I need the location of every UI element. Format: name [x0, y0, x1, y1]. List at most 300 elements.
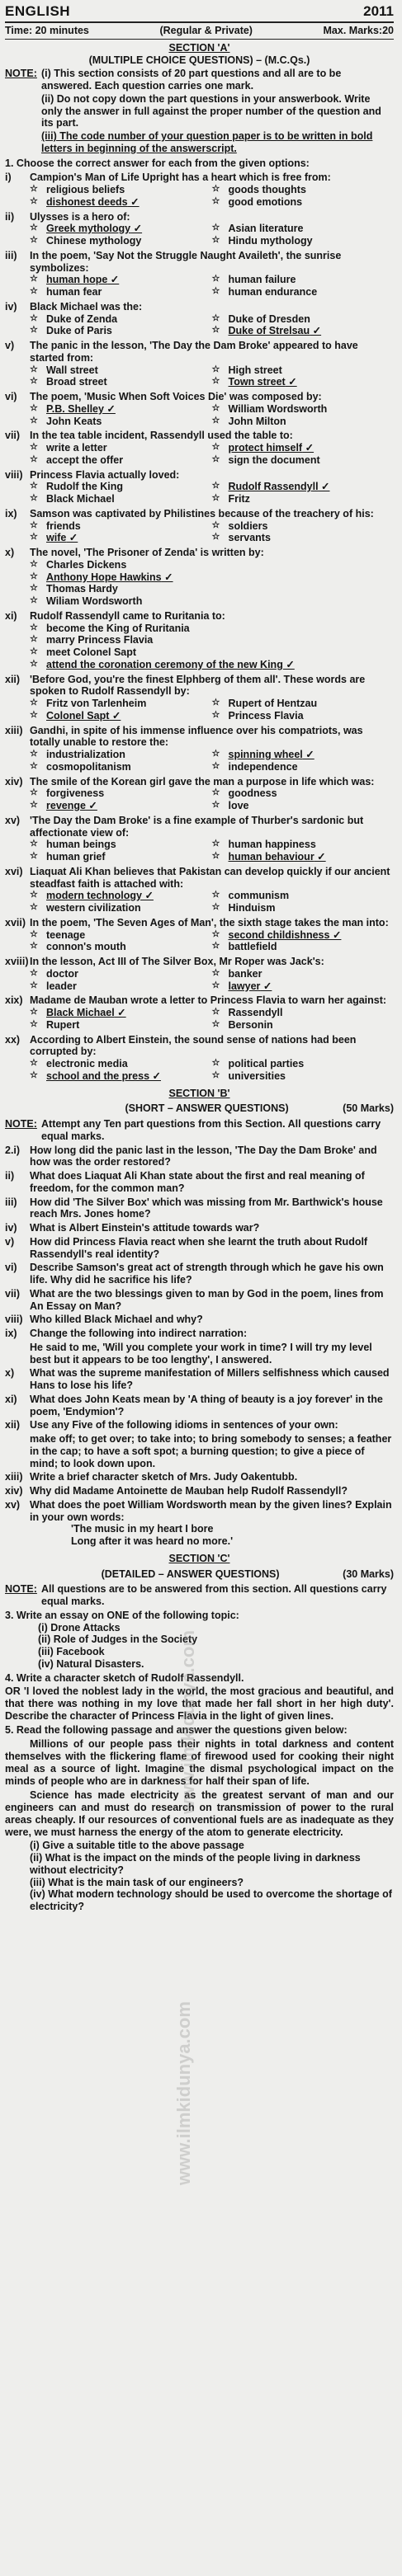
mcq-question: [5, 956, 394, 968]
mcq-option: [212, 376, 395, 388]
star-bullet-icon: ☆: [211, 519, 220, 530]
option-text: human happiness: [228, 839, 316, 851]
question-text: In the lesson, Act III of The Silver Box, Mr Roper was Jack's:: [30, 956, 324, 968]
star-bullet-icon: ☆: [211, 749, 220, 759]
star-bullet-icon: ☆: [30, 402, 38, 413]
mcq-options: [30, 520, 394, 545]
question-number: iv): [5, 300, 17, 313]
option-text: religious beliefs: [46, 184, 125, 196]
mcq-question: [5, 547, 394, 559]
mcq-option: [212, 839, 395, 851]
option-text: human behaviour ✓: [229, 851, 326, 863]
question-number: xii): [5, 1419, 21, 1431]
mcq-option: [30, 364, 212, 377]
mcq-option: [212, 184, 395, 196]
mcq-option: [30, 1070, 212, 1083]
mcq-question: [5, 430, 394, 442]
question-number: vii): [5, 430, 21, 442]
star-bullet-icon: ☆: [30, 967, 38, 978]
question-number: ii): [5, 1170, 15, 1182]
question-text: Who killed Black Michael and why?: [30, 1314, 203, 1326]
option-text: western civilization: [46, 902, 141, 914]
max-marks: Max. Marks:20: [323, 25, 394, 37]
option-text: Rudolf the King: [46, 481, 124, 493]
star-bullet-icon: ☆: [30, 184, 38, 195]
mcq-option: [30, 196, 212, 209]
option-text: human hope ✓: [46, 274, 119, 286]
star-bullet-icon: ☆: [30, 902, 38, 913]
question-number: v): [5, 1235, 15, 1248]
mcq-option: [30, 493, 212, 505]
star-bullet-icon: ☆: [30, 698, 38, 708]
mcq-option: [30, 761, 212, 773]
mcq-option: [30, 532, 212, 544]
question-text: Ulysses is a hero of:: [30, 210, 130, 223]
question-text: Samson was captivated by Philistines because of the treachery of his:: [30, 507, 374, 519]
option-text: Greek mythology ✓: [46, 223, 142, 235]
question-text: The novel, 'The Prisoner of Zenda' is written by:: [30, 547, 264, 559]
note-line: (ii) Do not copy down the part questions in your answerbook. Write only the answer in full against the proper number of the question and its part.: [41, 92, 381, 129]
mcq-question: [5, 815, 394, 839]
time-allowed: Time: 20 minutes: [5, 25, 89, 37]
mcq-option: [212, 1070, 395, 1083]
mcq-option: [30, 235, 212, 247]
mcq-option: [212, 890, 395, 902]
question-number: xv): [5, 814, 21, 826]
question-number: ix): [5, 1328, 17, 1340]
option-text: protect himself ✓: [229, 442, 315, 454]
star-bullet-icon: ☆: [211, 851, 220, 862]
mcq-option: [30, 403, 212, 416]
star-bullet-icon: ☆: [211, 967, 220, 978]
option-text: marry Princess Flavia: [46, 634, 154, 646]
short-question: [5, 1342, 394, 1366]
mcq-option: [212, 274, 395, 286]
star-bullet-icon: ☆: [30, 1018, 38, 1029]
question-text: What are the two blessings given to man by God in the poem, lines from An Essay on Man?: [30, 1287, 384, 1312]
option-text: independence: [228, 760, 298, 773]
mcq-option: [30, 710, 212, 722]
mcq-option: [212, 286, 395, 298]
option-text: Thomas Hardy: [46, 583, 118, 595]
question-number: xiv): [5, 775, 23, 787]
section-c-subtitle: (DETAILED – ANSWER QUESTIONS): [101, 1568, 280, 1580]
section-a-subtitle: (MULTIPLE CHOICE QUESTIONS) – (M.C.Qs.): [88, 54, 310, 66]
mcq-option: [212, 223, 395, 235]
essay-topic: (ii) Role of Judges in the Society: [38, 1634, 198, 1646]
option-text: Fritz von Tarlenheim: [46, 698, 147, 710]
mcq-option: [212, 851, 395, 863]
option-text: Colonel Sapt ✓: [46, 710, 121, 722]
question-number: [5, 1342, 30, 1366]
option-text: Fritz: [228, 493, 250, 505]
passage-question: (ii) What is the impact on the minds of the people living in darkness without electricity?: [30, 1852, 361, 1876]
option-text: Town street ✓: [229, 376, 297, 388]
mcq-question: [5, 391, 394, 403]
option-text: human endurance: [228, 286, 318, 298]
option-text: lawyer ✓: [229, 980, 272, 993]
option-text: soldiers: [228, 519, 268, 532]
star-bullet-icon: ☆: [211, 760, 220, 771]
option-text: servants: [228, 532, 271, 544]
star-bullet-icon: ☆: [211, 941, 220, 952]
question-number: x): [5, 1367, 15, 1380]
note-line: (i) This section consists of 20 part questions and all are to be answered. Each question carries one mark.: [41, 68, 342, 92]
mcq-options: [30, 313, 394, 338]
mcq-options: [30, 623, 394, 671]
mcq-option: [30, 968, 212, 980]
star-bullet-icon: ☆: [211, 800, 220, 811]
section-c-heading: [5, 1553, 394, 1565]
option-text: political parties: [228, 1058, 305, 1070]
passage-paragraph: Science has made electricity as the greatest servant of man and our engineers can and must do research on transmission of power to the rural areas cheaply. If our resources of conventional fuels are as inadequate as they were, we must harness the energy of the atom to generate electricity.: [5, 1789, 394, 1838]
mcq-option: [212, 493, 395, 505]
question-number: xiv): [5, 1485, 23, 1497]
exam-year: 2011: [363, 3, 394, 19]
mcq-options: [30, 364, 394, 389]
option-text: High street: [228, 364, 282, 376]
star-bullet-icon: ☆: [30, 376, 38, 387]
option-text: Duke of Strelsau ✓: [229, 325, 322, 337]
mcq-option: [30, 659, 394, 671]
question-number: xi): [5, 1393, 17, 1405]
mcq-option: [30, 416, 212, 428]
essay-topics: [38, 1622, 394, 1671]
star-bullet-icon: ☆: [211, 184, 220, 195]
star-bullet-icon: ☆: [211, 313, 220, 323]
option-text: universities: [228, 1069, 286, 1082]
question-text: What was the supreme manifestation of Millers selfishness which caused Hans to lose his life?: [30, 1367, 390, 1392]
mcq-option: [212, 532, 395, 544]
question-text: The panic in the lesson, 'The Day the Dam Broke' appeared to have started from:: [30, 340, 358, 364]
star-bullet-icon: ☆: [211, 493, 220, 504]
star-bullet-icon: ☆: [211, 902, 220, 913]
mcq-options: [30, 929, 394, 954]
star-bullet-icon: ☆: [30, 195, 38, 206]
mcq-option: [30, 800, 212, 812]
section-a-title: SECTION 'A': [168, 41, 230, 54]
option-text: friends: [46, 519, 81, 532]
mcq-options: [30, 481, 394, 505]
question-text: In the tea table incident, Rassendyll used the table to:: [30, 430, 293, 442]
option-text: connon's mouth: [46, 941, 126, 953]
star-bullet-icon: ☆: [211, 709, 220, 720]
mcq-options: [30, 559, 394, 608]
question-5: 5. Read the following passage and answer the questions given below:: [5, 1723, 348, 1736]
mcq-option: [212, 416, 395, 428]
watermark: www.ilmkidunya.com: [177, 1630, 198, 1814]
short-question: [5, 1499, 394, 1524]
option-text: modern technology ✓: [46, 890, 154, 902]
option-text: human failure: [228, 274, 296, 286]
option-text: John Keats: [46, 415, 102, 427]
section-a-note: [5, 68, 394, 155]
section-b-heading: [5, 1088, 394, 1100]
mcq-options: [30, 1007, 394, 1032]
option-text: Wiliam Wordsworth: [46, 595, 143, 608]
option-text: love: [228, 800, 249, 812]
option-text: Bersonin: [228, 1018, 273, 1031]
mcq-options: [30, 698, 394, 722]
mcq-question: [5, 301, 394, 313]
star-bullet-icon: ☆: [211, 1058, 220, 1069]
mcq-question: [5, 172, 394, 184]
mcq-option: [30, 980, 212, 993]
question-text: Campion's Man of Life Upright has a heart which is free from:: [30, 172, 331, 184]
essay-topic: (iii) Facebook: [38, 1646, 105, 1658]
question-text: According to Albert Einstein, the sound sense of nations had been corrupted by:: [30, 1033, 357, 1058]
candidate-type: (Regular & Private): [159, 25, 253, 37]
star-bullet-icon: ☆: [30, 1058, 38, 1069]
question-text: What does Liaquat Ali Khan state about the first and real meaning of freedom, for the common man?: [30, 1170, 365, 1194]
star-bullet-icon: ☆: [30, 571, 38, 581]
star-bullet-icon: ☆: [30, 364, 38, 374]
option-text: Broad street: [46, 376, 107, 388]
mcq-option: [30, 1019, 212, 1032]
mcq-option: [30, 929, 212, 942]
star-bullet-icon: ☆: [30, 941, 38, 952]
section-c-title: SECTION 'C': [168, 1552, 230, 1564]
star-bullet-icon: ☆: [30, 583, 38, 594]
option-text: cosmopolitanism: [46, 760, 131, 773]
star-bullet-icon: ☆: [30, 274, 38, 284]
mcq-option: [212, 364, 395, 377]
mcq-option: [212, 1007, 395, 1019]
mcq-option: [212, 929, 395, 942]
subject-title: ENGLISH: [5, 3, 71, 19]
mcq-option: [212, 787, 395, 800]
mcq-option: [212, 698, 395, 710]
question-number: v): [5, 340, 15, 352]
note-label: NOTE:: [5, 1583, 37, 1596]
question-4-or: OR 'I loved the noblest lady in the world, the most gracious and beautiful, and that there was nothing in my love that made her fall short in her high duty'. Describe the character of Princess Flavia in the light of given lines.: [5, 1685, 394, 1722]
question-number: iv): [5, 1222, 17, 1234]
star-bullet-icon: ☆: [30, 454, 38, 464]
option-text: forgiveness: [46, 787, 105, 800]
mcq-option: [30, 520, 212, 533]
star-bullet-icon: ☆: [30, 622, 38, 632]
option-text: Black Michael ✓: [46, 1007, 126, 1019]
question-3: 3. Write an essay on ONE of the following topic:: [5, 1609, 239, 1621]
question-text: What is Albert Einstein's attitude towards war?: [30, 1222, 260, 1234]
question-text: Liaquat Ali Khan believes that Pakistan can develop quickly if our ancient steadfast faith is attached with:: [30, 865, 390, 890]
paper-header: [5, 3, 394, 23]
question-text: How did Princess Flavia react when she learnt the truth about Rudolf Rassendyll's real identity?: [30, 1235, 368, 1260]
star-bullet-icon: ☆: [211, 402, 220, 413]
mcq-option: [30, 890, 212, 902]
option-text: write a letter: [46, 442, 107, 454]
question-text: How long did the panic last in the lesson, 'The Day the Dam Broke' and how was the order restored?: [30, 1144, 377, 1168]
passage-paragraph: Millions of our people pass their nights in total darkness and content themselves with the flickering flame of firewood used for cooking their night meal as a source of light. Imagine the dismal psychological impact on the minds of people who are in darkness for half their span of life.: [5, 1738, 394, 1787]
mcq-option: [30, 646, 394, 659]
option-text: Chinese mythology: [46, 235, 142, 247]
star-bullet-icon: ☆: [30, 646, 38, 657]
option-text: goodness: [228, 787, 277, 800]
mcq-options: [30, 274, 394, 298]
star-bullet-icon: ☆: [30, 286, 38, 297]
poem-line: 'The music in my heart I bore: [71, 1523, 214, 1535]
star-bullet-icon: ☆: [30, 709, 38, 720]
star-bullet-icon: ☆: [30, 760, 38, 771]
star-bullet-icon: ☆: [211, 980, 220, 990]
question-number: xi): [5, 609, 17, 622]
option-text: P.B. Shelley ✓: [46, 403, 116, 416]
option-text: good emotions: [228, 195, 303, 208]
option-text: Black Michael: [46, 493, 115, 505]
mcq-list: [5, 172, 394, 1082]
option-text: electronic media: [46, 1058, 128, 1070]
mcq-options: [30, 1058, 394, 1083]
star-bullet-icon: ☆: [30, 890, 38, 900]
question-4: 4. Write a character sketch of Rudolf Rassendyll.: [5, 1671, 244, 1684]
star-bullet-icon: ☆: [211, 1007, 220, 1018]
mcq-option: [212, 313, 395, 326]
mcq-option: [212, 1019, 395, 1032]
option-text: Asian literature: [228, 223, 304, 235]
option-text: human fear: [46, 286, 102, 298]
mcq-options: [30, 787, 394, 812]
mcq-options: [30, 968, 394, 993]
option-text: human grief: [46, 851, 106, 863]
question-text: Gandhi, in spite of his immense influence over his compatriots, was totally unable to restore the:: [30, 724, 363, 749]
mcq-option: [30, 595, 394, 608]
star-bullet-icon: ☆: [211, 223, 220, 233]
star-bullet-icon: ☆: [30, 481, 38, 491]
question-number: iii): [5, 1196, 17, 1208]
question-number: viii): [5, 1314, 23, 1326]
question-text: What does John Keats mean by 'A thing of beauty is a joy forever' in the poem, 'Endymion'?: [30, 1393, 383, 1417]
star-bullet-icon: ☆: [30, 223, 38, 233]
short-question: [5, 1471, 394, 1483]
mcq-options: [30, 839, 394, 863]
section-b-subtitle: (SHORT – ANSWER QUESTIONS): [125, 1102, 289, 1115]
mcq-option: [212, 980, 395, 993]
option-text: Princess Flavia: [228, 709, 304, 722]
note-text: All questions are to be answered from this section. All questions carry equal marks.: [41, 1583, 387, 1608]
star-bullet-icon: ☆: [211, 481, 220, 491]
star-bullet-icon: ☆: [211, 1069, 220, 1080]
star-bullet-icon: ☆: [30, 800, 38, 811]
short-question-list: [5, 1145, 394, 1524]
question-text: Rudolf Rassendyll came to Ruritania to:: [30, 609, 225, 622]
mcq-option: [30, 749, 212, 761]
mcq-question: [5, 674, 394, 698]
mcq-option: [212, 749, 395, 761]
question-number: iii): [5, 249, 17, 261]
star-bullet-icon: ☆: [211, 235, 220, 246]
mcq-option: [30, 559, 394, 571]
mcq-option: [212, 235, 395, 247]
mcq-option: [30, 698, 212, 710]
option-text: revenge ✓: [46, 800, 97, 812]
short-question: [5, 1236, 394, 1261]
passage-question: (i) Give a suitable title to the above passage: [30, 1840, 244, 1852]
section-c-subheading: [5, 1568, 394, 1581]
short-question: [5, 1485, 394, 1497]
option-text: become the King of Ruritania: [46, 622, 190, 634]
section-b-title: SECTION 'B': [168, 1087, 230, 1099]
mcq-option: [30, 941, 212, 953]
option-text: Rudolf Rassendyll ✓: [229, 481, 330, 493]
star-bullet-icon: ☆: [211, 1018, 220, 1029]
question-text: Black Michael was the:: [30, 300, 143, 313]
paper-meta: [5, 23, 394, 40]
option-text: Duke of Dresden: [228, 313, 310, 325]
mcq-option: [30, 481, 212, 493]
option-text: Rassendyll: [228, 1007, 283, 1019]
mcq-option: [212, 403, 395, 416]
star-bullet-icon: ☆: [30, 658, 38, 669]
mcq-option: [30, 1058, 212, 1070]
star-bullet-icon: ☆: [30, 634, 38, 645]
short-question: [5, 1328, 394, 1340]
star-bullet-icon: ☆: [211, 195, 220, 206]
mcq-option: [212, 1058, 395, 1070]
note-text: Attempt any Ten part questions from this Section. All questions carry equal marks.: [41, 1118, 381, 1142]
mcq-options: [30, 890, 394, 914]
star-bullet-icon: ☆: [30, 595, 38, 606]
question-text: How did 'The Silver Box' which was missing from Mr. Barthwick's house reach Mrs. Jones home?: [30, 1196, 383, 1220]
option-text: communism: [228, 890, 290, 902]
question-number: xiii): [5, 1471, 23, 1483]
star-bullet-icon: ☆: [30, 749, 38, 759]
note-line: (iii) The code number of your question paper is to be written in bold letters in beginning of the answerscript.: [41, 130, 373, 154]
option-text: battlefield: [228, 941, 277, 953]
question-number: xii): [5, 673, 21, 685]
question-number: xx): [5, 1033, 21, 1046]
question-text: The poem, 'Music When Soft Voices Die' was composed by:: [30, 391, 322, 403]
question-text: Princess Flavia actually loved:: [30, 468, 180, 481]
mcq-option: [30, 1007, 212, 1019]
section-b-subheading: [5, 1102, 394, 1115]
star-bullet-icon: ☆: [30, 415, 38, 425]
star-bullet-icon: ☆: [211, 532, 220, 543]
option-text: second childishness ✓: [229, 929, 342, 942]
mcq-question: [5, 610, 394, 623]
question-text: Describe Samson's great act of strength through which he gave his own life. Why did he sacrifice his life?: [30, 1262, 384, 1286]
option-text: doctor: [46, 967, 78, 980]
question-text: In the poem, 'The Seven Ages of Man', the sixth stage takes the man into:: [30, 916, 389, 928]
question-text: The smile of the Korean girl gave the man a purpose in life which was:: [30, 775, 375, 787]
watermark: www.ilmkidunya.com: [173, 2001, 194, 2185]
mcq-option: [30, 454, 212, 467]
star-bullet-icon: ☆: [30, 519, 38, 530]
mcq-question: [5, 340, 394, 364]
mcq-option: [212, 454, 395, 467]
poem-line: Long after it was heard no more.': [71, 1535, 234, 1548]
section-b-note: [5, 1118, 394, 1143]
mcq-option: [30, 851, 212, 863]
mcq-option: [30, 184, 212, 196]
short-question: [5, 1222, 394, 1234]
mcq-question: [5, 508, 394, 520]
mcq-option: [212, 902, 395, 914]
mcq-question: [5, 866, 394, 891]
option-text: banker: [228, 967, 262, 980]
short-question: [5, 1262, 394, 1286]
option-text: Duke of Paris: [46, 325, 112, 337]
mcq-question: [5, 994, 394, 1007]
option-text: John Milton: [228, 415, 286, 427]
question-number: xix): [5, 994, 23, 1007]
mcq-option: [30, 325, 212, 337]
mcq-options: [30, 403, 394, 428]
note-label: NOTE:: [5, 1118, 37, 1131]
question-number: x): [5, 547, 15, 559]
star-bullet-icon: ☆: [211, 415, 220, 425]
star-bullet-icon: ☆: [211, 928, 220, 939]
question-number: xvi): [5, 865, 23, 877]
